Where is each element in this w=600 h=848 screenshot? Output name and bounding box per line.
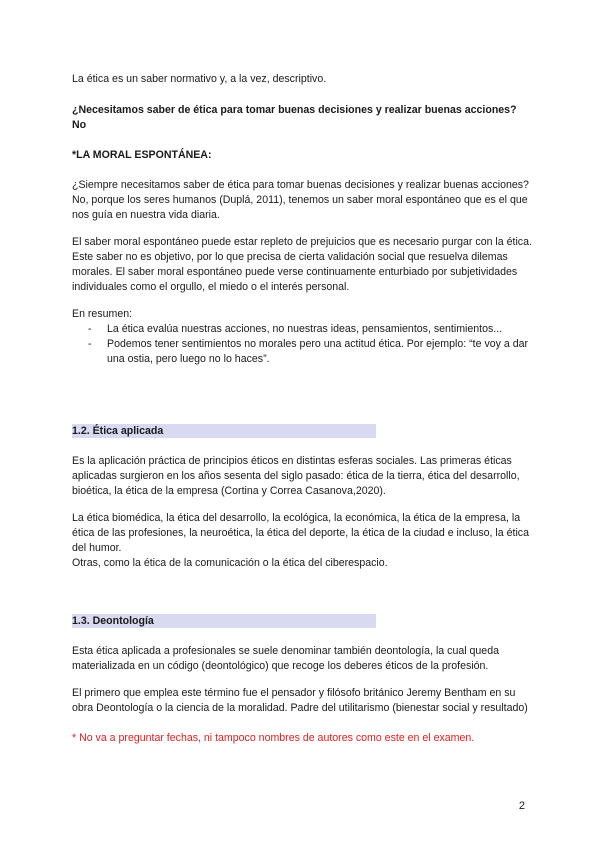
- moral-paragraph-2: El saber moral espontáneo puede estar repleto de prejuicios que es necesario purgar con la ética. Este saber no es objetivo, por lo que precisa de cierta validación social que resuelva dilemas morales. El saber moral espontáneo puede verse continuamente enturbiado por subjetividades individuales como el orgullo, el miedo o el interés personal.: [72, 236, 532, 293]
- s12-paragraph-3: Otras, como la ética de la comunicación o la ética del ciberespacio.: [72, 557, 388, 569]
- section-1-3-heading: 1.3. Deontología: [72, 614, 376, 628]
- moral-paragraph-1: ¿Siempre necesitamos saber de ética para tomar buenas decisiones y realizar buenas acciones? No, porque los seres humanos (Duplá, 2011), tenemos un saber moral espontáneo que es el que nos guía en nuestra vida diaria.: [72, 179, 529, 221]
- s13-paragraph-1: Esta ética aplicada a profesionales se suele denominar también deontología, la cual queda materializada en un código (deontológico) que recoge los deberes éticos de la profesión.: [72, 645, 499, 672]
- resumen-label: En resumen:: [72, 308, 133, 320]
- question-heading: ¿Necesitamos saber de ética para tomar buenas decisiones y realizar buenas acciones? No: [72, 104, 517, 131]
- list-item-text: La ética evalúa nuestras acciones, no nuestras ideas, pensamientos, sentimientos...: [107, 323, 503, 335]
- page-number: 2: [518, 800, 525, 812]
- intro-paragraph: La ética es un saber normativo y, a la vez, descriptivo.: [72, 73, 327, 85]
- list-dash: -: [88, 338, 92, 350]
- s12-paragraph-1: Es la aplicación práctica de principios éticos en distintas esferas sociales. Las primeras éticas aplicadas surgieron en los años sesenta del siglo pasado: ética de la tierra, ética del desarrollo, bioética, la ética de la empresa (Cortina y Correa Casanova,2020).: [72, 455, 520, 497]
- exam-note: * No va a preguntar fechas, ni tampoco nombres de autores como este en el examen.: [72, 732, 475, 744]
- section-1-2-heading: 1.2. Ética aplicada: [72, 424, 376, 438]
- moral-espontanea-heading: *LA MORAL ESPONTÁNEA:: [72, 149, 212, 161]
- s13-paragraph-2: El primero que emplea este término fue el pensador y filósofo británico Jeremy Bentham en su obra Deontología o la ciencia de la moralidad. Padre del utilitarismo (bienestar social y resultado): [72, 687, 528, 714]
- list-dash: -: [88, 323, 92, 335]
- list-item-text: Podemos tener sentimientos no morales pero una actitud ética. Por ejemplo: “te voy a dar una ostia, pero luego no lo haces”.: [107, 338, 529, 365]
- s12-paragraph-2: La ética biomédica, la ética del desarrollo, la ecológica, la económica, la ética de la empresa, la ética de las profesiones, la neuroética, la ética del deporte, la ética de la ciudad e incluso, la ética del humor.: [72, 512, 529, 554]
